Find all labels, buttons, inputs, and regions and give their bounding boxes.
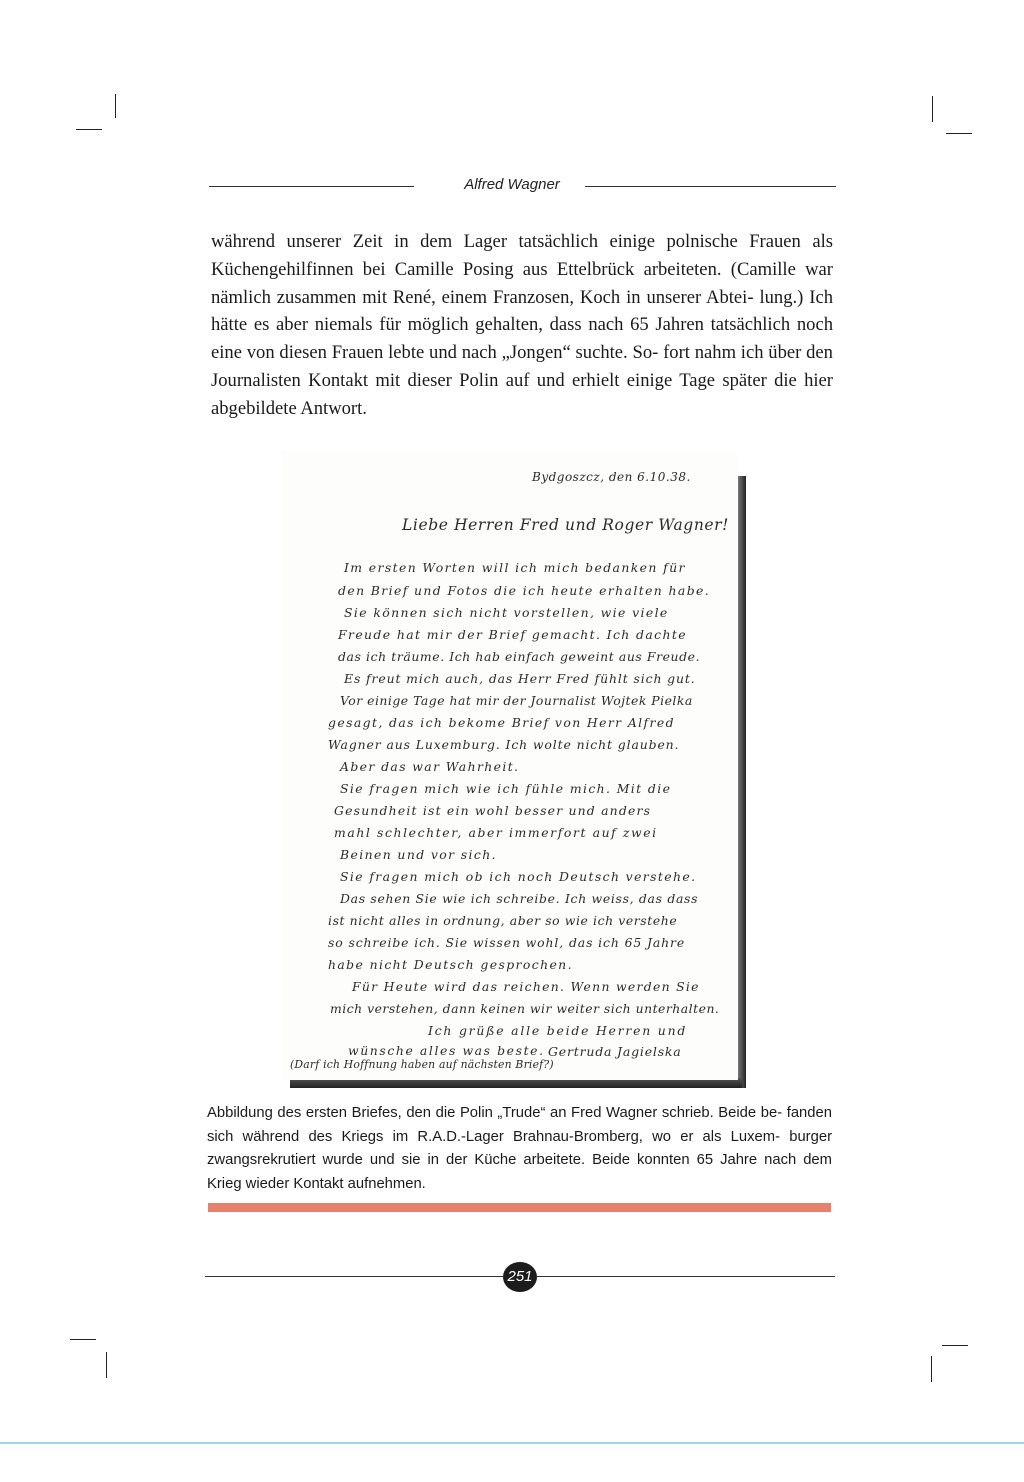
body-line: während unserer Zeit in dem Lager tatsächlich einige polnische Frauen als	[211, 231, 833, 252]
body-line: fort nahm ich über den Journalisten Kontakt mit dieser Polin auf und erhielt	[211, 342, 833, 391]
page-number-badge: 251	[503, 1262, 537, 1292]
letter-line: Beinen und vor sich.	[340, 847, 497, 862]
letter-line: mich verstehen, dann keinen wir weiter sich unterhalten.	[330, 1001, 720, 1016]
crop-mark-top-left-horizontal	[76, 129, 102, 130]
handwritten-letter	[282, 450, 738, 1080]
body-line: tatsächlich noch eine von diesen Frauen lebte und nach „Jongen“ suchte. So-	[211, 314, 833, 364]
letter-shadow-right	[738, 476, 746, 1088]
letter-line: Freude hat mir der Brief gemacht. Ich dachte	[338, 627, 687, 642]
crop-mark-top-right-horizontal	[946, 133, 972, 134]
caption-line: Abbildung des ersten Briefes, den die Polin „Trude“ an Fred Wagner schrieb. Beide be-	[207, 1105, 783, 1121]
letter-signature: Gertruda Jagielska	[548, 1044, 682, 1059]
crop-mark-top-left-vertical	[115, 94, 116, 118]
caption-line: nach dem Krieg wieder Kontakt aufnehmen.	[207, 1152, 832, 1192]
letter-line: Gesundheit ist ein wohl besser und anders	[334, 803, 652, 818]
crop-mark-bottom-right-vertical	[931, 1356, 932, 1382]
figure-caption	[207, 1102, 832, 1196]
crop-mark-bottom-right-horizontal	[942, 1345, 968, 1346]
letter-line: Sie fragen mich ob ich noch Deutsch verstehe.	[340, 869, 697, 884]
letter-line: Sie können sich nicht vorstellen, wie viele	[344, 605, 669, 620]
letter-line: Es freut mich auch, das Herr Fred fühlt sich gut.	[344, 671, 696, 686]
letter-line: habe nicht Deutsch gesprochen.	[328, 957, 573, 972]
letter-line: so schreibe ich. Sie wissen wohl, das ich 65 Jahre	[328, 935, 686, 950]
caption-line: fanden sich während des Kriegs im R.A.D.-Lager Brahnau-Bromberg, wo er als Luxem-	[207, 1105, 832, 1145]
body-line: war nämlich zusammen mit René, einem Franzosen, Koch in unserer Abtei-	[211, 258, 833, 308]
body-paragraph	[211, 228, 833, 423]
header-rule-right	[585, 186, 836, 187]
letter-line: das ich träume. Ich hab einfach geweint aus Freude.	[338, 649, 701, 664]
letter-postscript: (Darf ich Hoffnung haben auf nächsten Brief?)	[290, 1058, 554, 1071]
body-line: Küchengehilfinnen bei Camille Posing aus Ettelbrück arbeiteten. (Camille	[211, 258, 796, 280]
letter-date: Bydgoszcz, den 6.10.38.	[532, 470, 691, 484]
letter-line: Für Heute wird das reichen. Wenn werden Sie	[352, 979, 700, 994]
letter-line: den Brief und Fotos die ich heute erhalten habe.	[338, 583, 711, 598]
letter-figure	[282, 450, 752, 1092]
letter-line: Wagner aus Luxemburg. Ich wolte nicht glauben.	[328, 737, 680, 752]
letter-line: Sie fragen mich wie ich fühle mich. Mit die	[340, 781, 672, 796]
letter-line: wünsche alles was beste.	[348, 1043, 545, 1058]
letter-line: Das sehen Sie wie ich schreibe. Ich weiss, das dass	[340, 891, 699, 906]
running-head: Alfred Wagner	[464, 176, 560, 193]
footer-rule-right	[537, 1276, 835, 1277]
letter-line: Aber das war Wahrheit.	[340, 759, 520, 774]
letter-line: ist nicht alles in ordnung, aber so wie ich verstehe	[328, 913, 678, 928]
caption-accent-bar	[208, 1203, 831, 1212]
crop-mark-bottom-left-vertical	[106, 1352, 107, 1378]
header-rule-left	[209, 186, 414, 187]
scan-edge-line	[0, 1442, 1024, 1444]
letter-line: Ich grüße alle beide Herren und	[428, 1023, 688, 1038]
letter-salutation: Liebe Herren Fred und Roger Wagner!	[402, 516, 730, 534]
letter-line: Im ersten Worten will ich mich bedanken für	[344, 560, 686, 575]
caption-line: burger zwangsrekrutiert wurde und sie in der Küche arbeitete. Beide konnten 65 Jahre	[207, 1128, 832, 1169]
letter-line: Vor einige Tage hat mir der Journalist Wojtek Pielka	[340, 693, 693, 708]
letter-line: gesagt, das ich bekome Brief von Herr Alfred	[328, 715, 675, 730]
body-line: lung.) Ich hätte es aber niemals für möglich gehalten, dass nach 65 Jahren	[211, 286, 833, 336]
letter-line: mahl schlechter, aber immerfort auf zwei	[334, 825, 658, 840]
body-line: einige Tage später die hier abgebildete Antwort.	[211, 369, 833, 419]
footer-rule-left	[205, 1276, 503, 1277]
crop-mark-bottom-left-horizontal	[70, 1339, 96, 1340]
crop-mark-top-right-vertical	[932, 96, 933, 122]
